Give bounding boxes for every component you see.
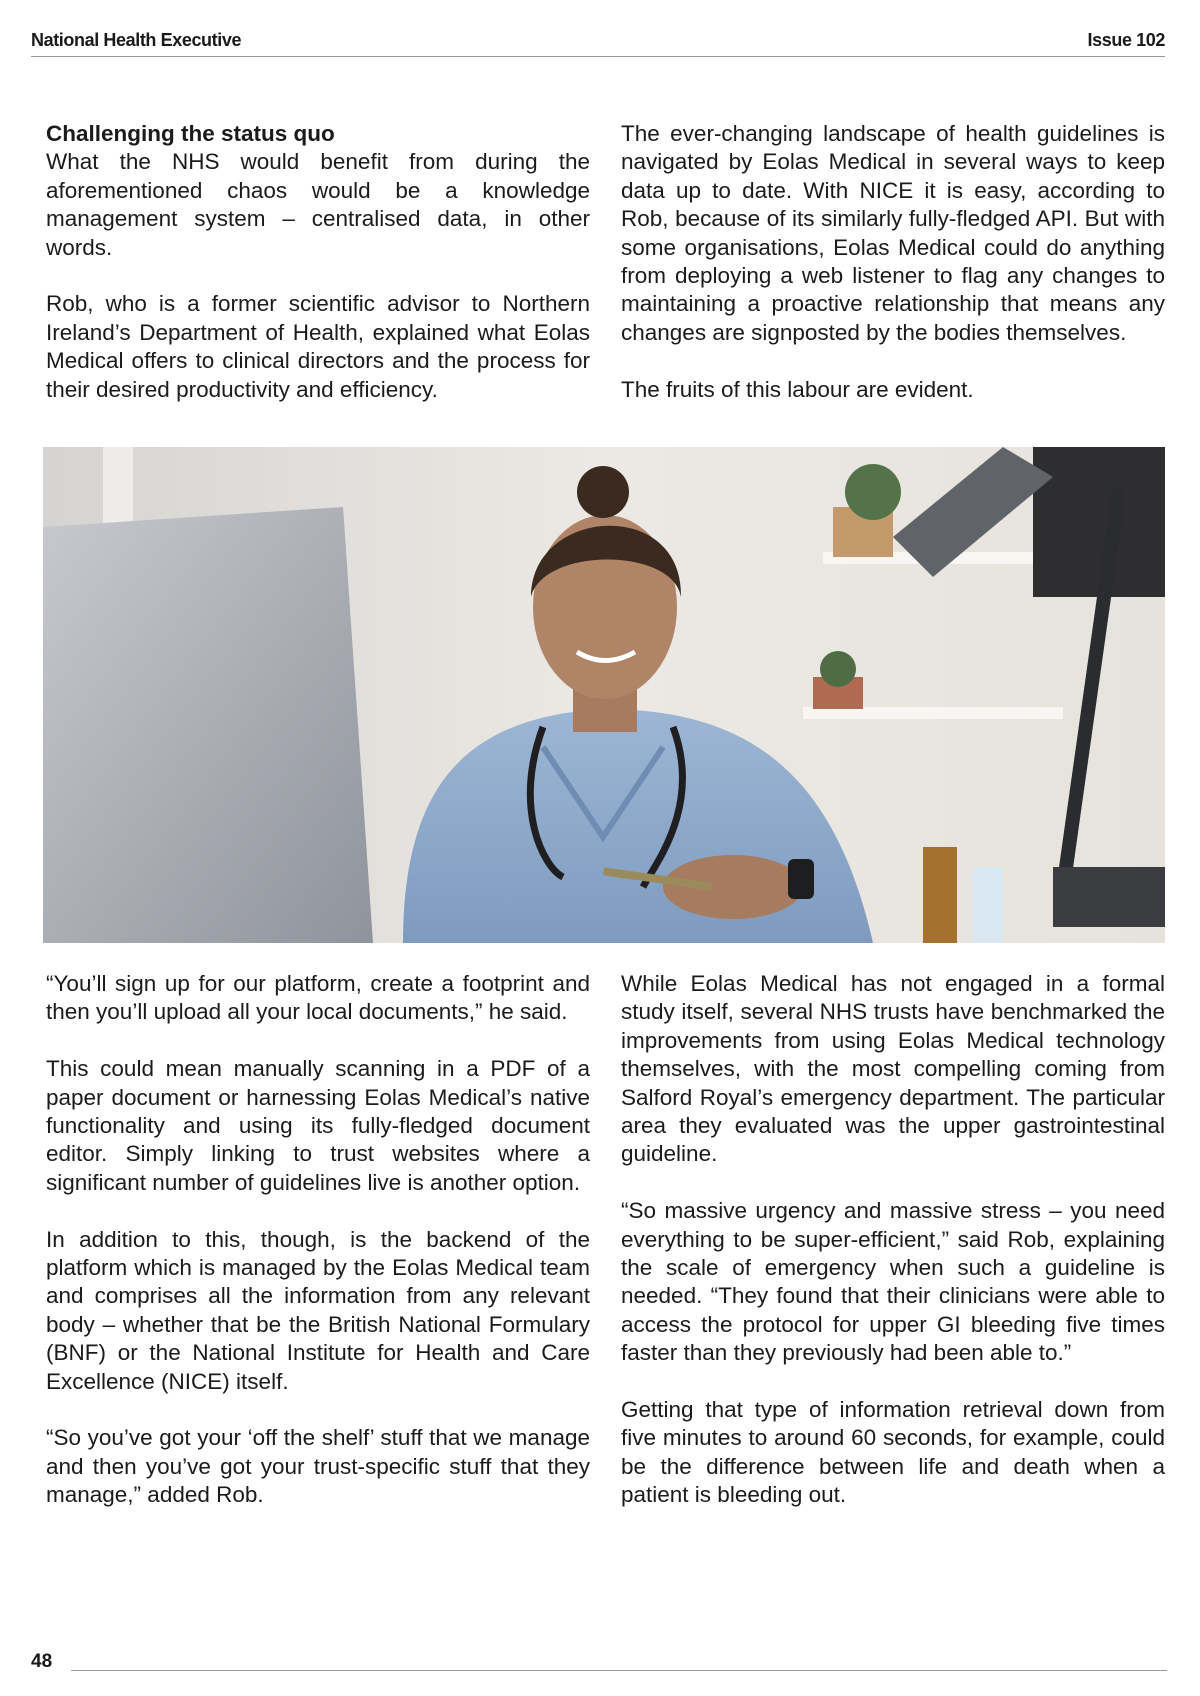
- paragraph: While Eolas Medical has not engaged in a formal study itself, several NHS trusts have benchmarked the improvements from using Eolas Medical technology themselves, with the most compelling coming from Salford Royal’s emergency department. The particular area they evaluated was the upper gastrointestinal guideline.: [621, 971, 1165, 1167]
- paragraph: [46, 120, 590, 262]
- issue-number: Issue 102: [1087, 30, 1165, 50]
- paragraph-text: What the NHS would benefit from during the aforementioned chaos would be a knowledge management system – centralised data, in other words.: [46, 149, 590, 260]
- paragraph: In addition to this, though, is the backend of the platform which is managed by the Eolas Medical team and comprises all the information from any relevant body – whether that be the British National Formulary (BNF) or the National Institute for Health and Care Excellence (NICE) itself.: [46, 1226, 590, 1394]
- footer-divider: [71, 1670, 1167, 1671]
- paragraph: The ever-changing landscape of health guidelines is navigated by Eolas Medical in several ways to keep data up to date. With NICE it is easy, according to Rob, because of its similarly fully-fledged API. But with some organisations, Eolas Medical could do anything from deploying a web listener to flag any changes to maintaining a proactive relationship that means any changes are signposted by the bodies themselves.: [621, 121, 1165, 345]
- paragraph: The fruits of this labour are evident.: [621, 376, 974, 402]
- paragraph: “So you’ve got your ‘off the shelf’ stuff that we manage and then you’ve got your trust-specific stuff that they manage,” added Rob.: [46, 1425, 590, 1508]
- paragraph: Getting that type of information retrieval down from five minutes to around 60 seconds, for example, could be the difference between life and death when a patient is bleeding out.: [621, 1397, 1165, 1508]
- section-heading: Challenging the status quo: [46, 121, 335, 146]
- column-bottom-left: [46, 970, 590, 1510]
- paragraph: “So massive urgency and massive stress – you need everything to be super-efficient,” said Rob, explaining the scale of emergency when such a guideline is needed. “They found that their clinicians were able to access the protocol for upper GI bleeding five times faster than they previously had been able to.”: [621, 1198, 1165, 1366]
- photo-illustration: [43, 447, 1165, 943]
- column-bottom-right: [621, 970, 1165, 1510]
- article-photo-doctor-at-laptop: [43, 447, 1165, 943]
- paragraph: “You’ll sign up for our platform, create a footprint and then you’ll upload all your local documents,” he said.: [46, 971, 590, 1025]
- paragraph: This could mean manually scanning in a PDF of a paper document or harnessing Eolas Medical’s native functionality and using its fully-fledged document editor. Simply linking to trust websites where a significant number of guidelines live is another option.: [46, 1056, 590, 1195]
- page-number: 48: [31, 1651, 53, 1672]
- column-top-left: [46, 120, 590, 404]
- publication-name: National Health Executive: [31, 30, 242, 50]
- page-header: [31, 26, 1165, 57]
- paragraph: Rob, who is a former scientific advisor to Northern Ireland’s Department of Health, explained what Eolas Medical offers to clinical directors and the process for their desired productivity and efficiency.: [46, 291, 590, 402]
- column-top-right: [621, 120, 1165, 404]
